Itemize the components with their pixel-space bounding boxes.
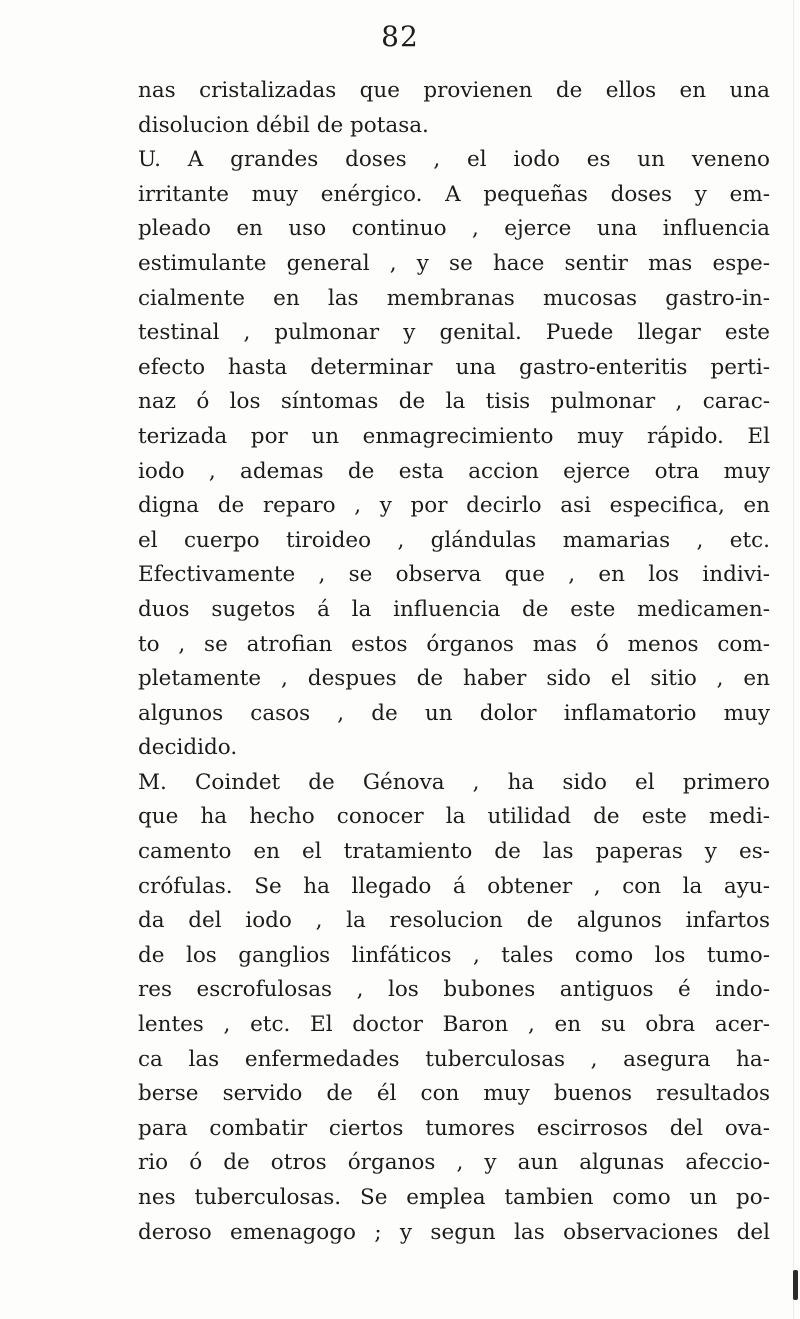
page-edge-shadow — [793, 0, 794, 1319]
body-text — [138, 74, 770, 1250]
text-line: pletamente , despues de haber sido el sitio , en — [138, 666, 770, 692]
text-line: to , se atrofian estos órganos mas ó menos com- — [138, 631, 770, 657]
text-line: naz ó los síntomas de la tisis pulmonar , carac- — [138, 389, 770, 415]
text-line: duos sugetos á la influencia de este medicamen- — [138, 596, 770, 622]
text-line: decidido. — [138, 735, 238, 761]
text-line: algunos casos , de un dolor inflamatorio muy — [138, 700, 770, 726]
text-line: camento en el tratamiento de las paperas y es- — [138, 839, 770, 865]
text-line: pleado en uso continuo , ejerce una influencia — [138, 216, 770, 242]
text-line: res escrofulosas , los bubones antiguos é indo- — [138, 977, 770, 1003]
text-line: deroso emenagogo ; y segun las observaciones del — [138, 1219, 770, 1245]
page-edge-mark — [793, 1270, 798, 1300]
text-line: lentes , etc. El doctor Baron , en su obra acer- — [138, 1012, 770, 1038]
text-line: disolucion débil de potasa. — [138, 112, 429, 138]
text-line: estimulante general , y se hace sentir mas espe- — [138, 250, 770, 276]
text-line: ca las enfermedades tuberculosas , asegura ha- — [138, 1046, 770, 1072]
text-line: da del iodo , la resolucion de algunos infartos — [138, 908, 770, 934]
text-line: iodo , ademas de esta accion ejerce otra muy — [138, 458, 770, 484]
page-number: 82 — [381, 20, 419, 53]
text-line: crófulas. Se ha llegado á obtener , con la ayu- — [138, 873, 770, 899]
text-line: nas cristalizadas que provienen de ellos en una — [138, 78, 770, 103]
text-line: terizada por un enmagrecimiento muy rápido. El — [138, 423, 770, 449]
text-line: que ha hecho conocer la utilidad de este medi- — [138, 804, 770, 830]
text-line: el cuerpo tiroideo , glándulas mamarias , etc. — [138, 527, 770, 553]
text-line: irritante muy enérgico. A pequeñas doses y em- — [138, 181, 770, 207]
text-line: para combatir ciertos tumores escirrosos del ova- — [138, 1115, 770, 1141]
text-line: rio ó de otros órganos , y aun algunas afeccio- — [138, 1150, 770, 1176]
text-line: U. A grandes doses , el iodo es un veneno — [138, 147, 770, 173]
text-line: berse servido de él con muy buenos resultados — [138, 1081, 770, 1107]
text-line: cialmente en las membranas mucosas gastro-in- — [138, 285, 770, 311]
text-line: testinal , pulmonar y genital. Puede llegar este — [138, 320, 770, 346]
text-line: nes tuberculosas. Se emplea tambien como un po- — [138, 1185, 770, 1210]
text-line: efecto hasta determinar una gastro-enteritis perti- — [138, 354, 770, 380]
text-line: de los ganglios linfáticos , tales como los tumo- — [138, 942, 770, 968]
text-line: M. Coindet de Génova , ha sido el primero — [138, 769, 770, 795]
text-line: digna de reparo , y por decirlo asi especifica, en — [138, 493, 770, 519]
text-line: Efectivamente , se observa que , en los indivi- — [138, 562, 770, 588]
